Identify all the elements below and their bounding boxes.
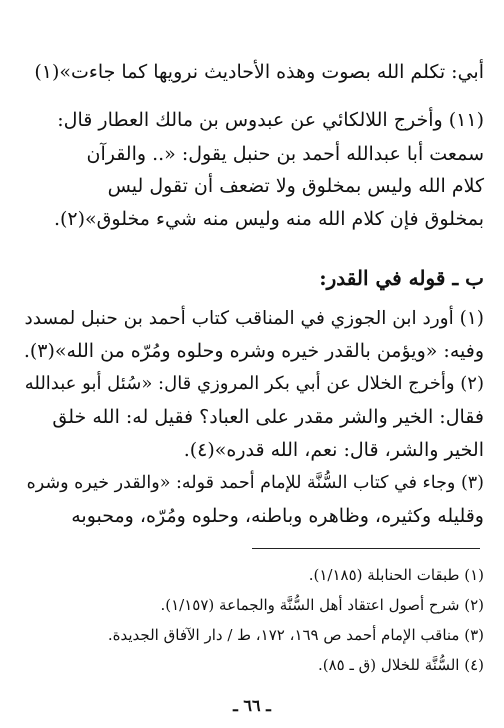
body-line-4: كلام الله وليس بمخلوق ولا تضعف أن تقول ليس xyxy=(107,175,484,197)
qadar-line-4: فقال: الخير والشر مقدر على العباد؟ فقيل له: الله خلق xyxy=(52,406,484,428)
footnote-4: (٤) السُّنَّة للخلال (ق ـ ٨٥). xyxy=(317,656,484,674)
body-line-3: سمعت أبا عبدالله أحمد بن حنبل يقول: «.. والقرآن xyxy=(86,143,484,165)
qadar-line-2: وفيه: «ويؤمن بالقدر خيره وشره وحلوه ومُرّه من الله»(٣). xyxy=(23,340,484,362)
footnote-3: (٣) مناقب الإمام أحمد ص ١٦٩، ١٧٢، ط / دار الآفاق الجديدة. xyxy=(107,626,484,644)
footnote-1: (١) طبقات الحنابلة (١/١٨٥). xyxy=(308,566,484,584)
qadar-line-3: (٢) وأخرج الخلال عن أبي بكر المروزي قال: «سُئل أبو عبدالله xyxy=(24,373,484,394)
footnote-separator xyxy=(252,548,480,549)
body-line-1: أبي: تكلم الله بصوت وهذه الأحاديث نرويها كما جاءت»(١) xyxy=(34,61,484,83)
body-line-2: (١١) وأخرج اللالكائي عن عبدوس بن مالك العطار قال: xyxy=(57,109,484,131)
qadar-line-7: وقليله وكثيره، وظاهره وباطنه، وحلوه ومُرّه، ومحبوبه xyxy=(71,505,484,527)
qadar-line-1: (١) أورد ابن الجوزي في المناقب كتاب أحمد بن حنبل لمسدد xyxy=(24,308,484,329)
page-number: ـ ٦٦ ـ xyxy=(233,696,271,715)
footnote-2: (٢) شرح أصول اعتقاد أهل السُّنَّة والجماعة (١/١٥٧). xyxy=(160,596,484,614)
qadar-line-6: (٣) وجاء في كتاب السُّنَّة للإمام أحمد قوله: «والقدر خيره وشره xyxy=(26,473,484,493)
body-line-5: بمخلوق فإن كلام الله منه وليس منه شيء مخلوق»(٢). xyxy=(53,208,484,230)
section-heading-qadar: ب ـ قوله في القدر: xyxy=(319,266,484,290)
qadar-line-5: الخير والشر، قال: نعم، الله قدره»(٤). xyxy=(183,439,484,461)
